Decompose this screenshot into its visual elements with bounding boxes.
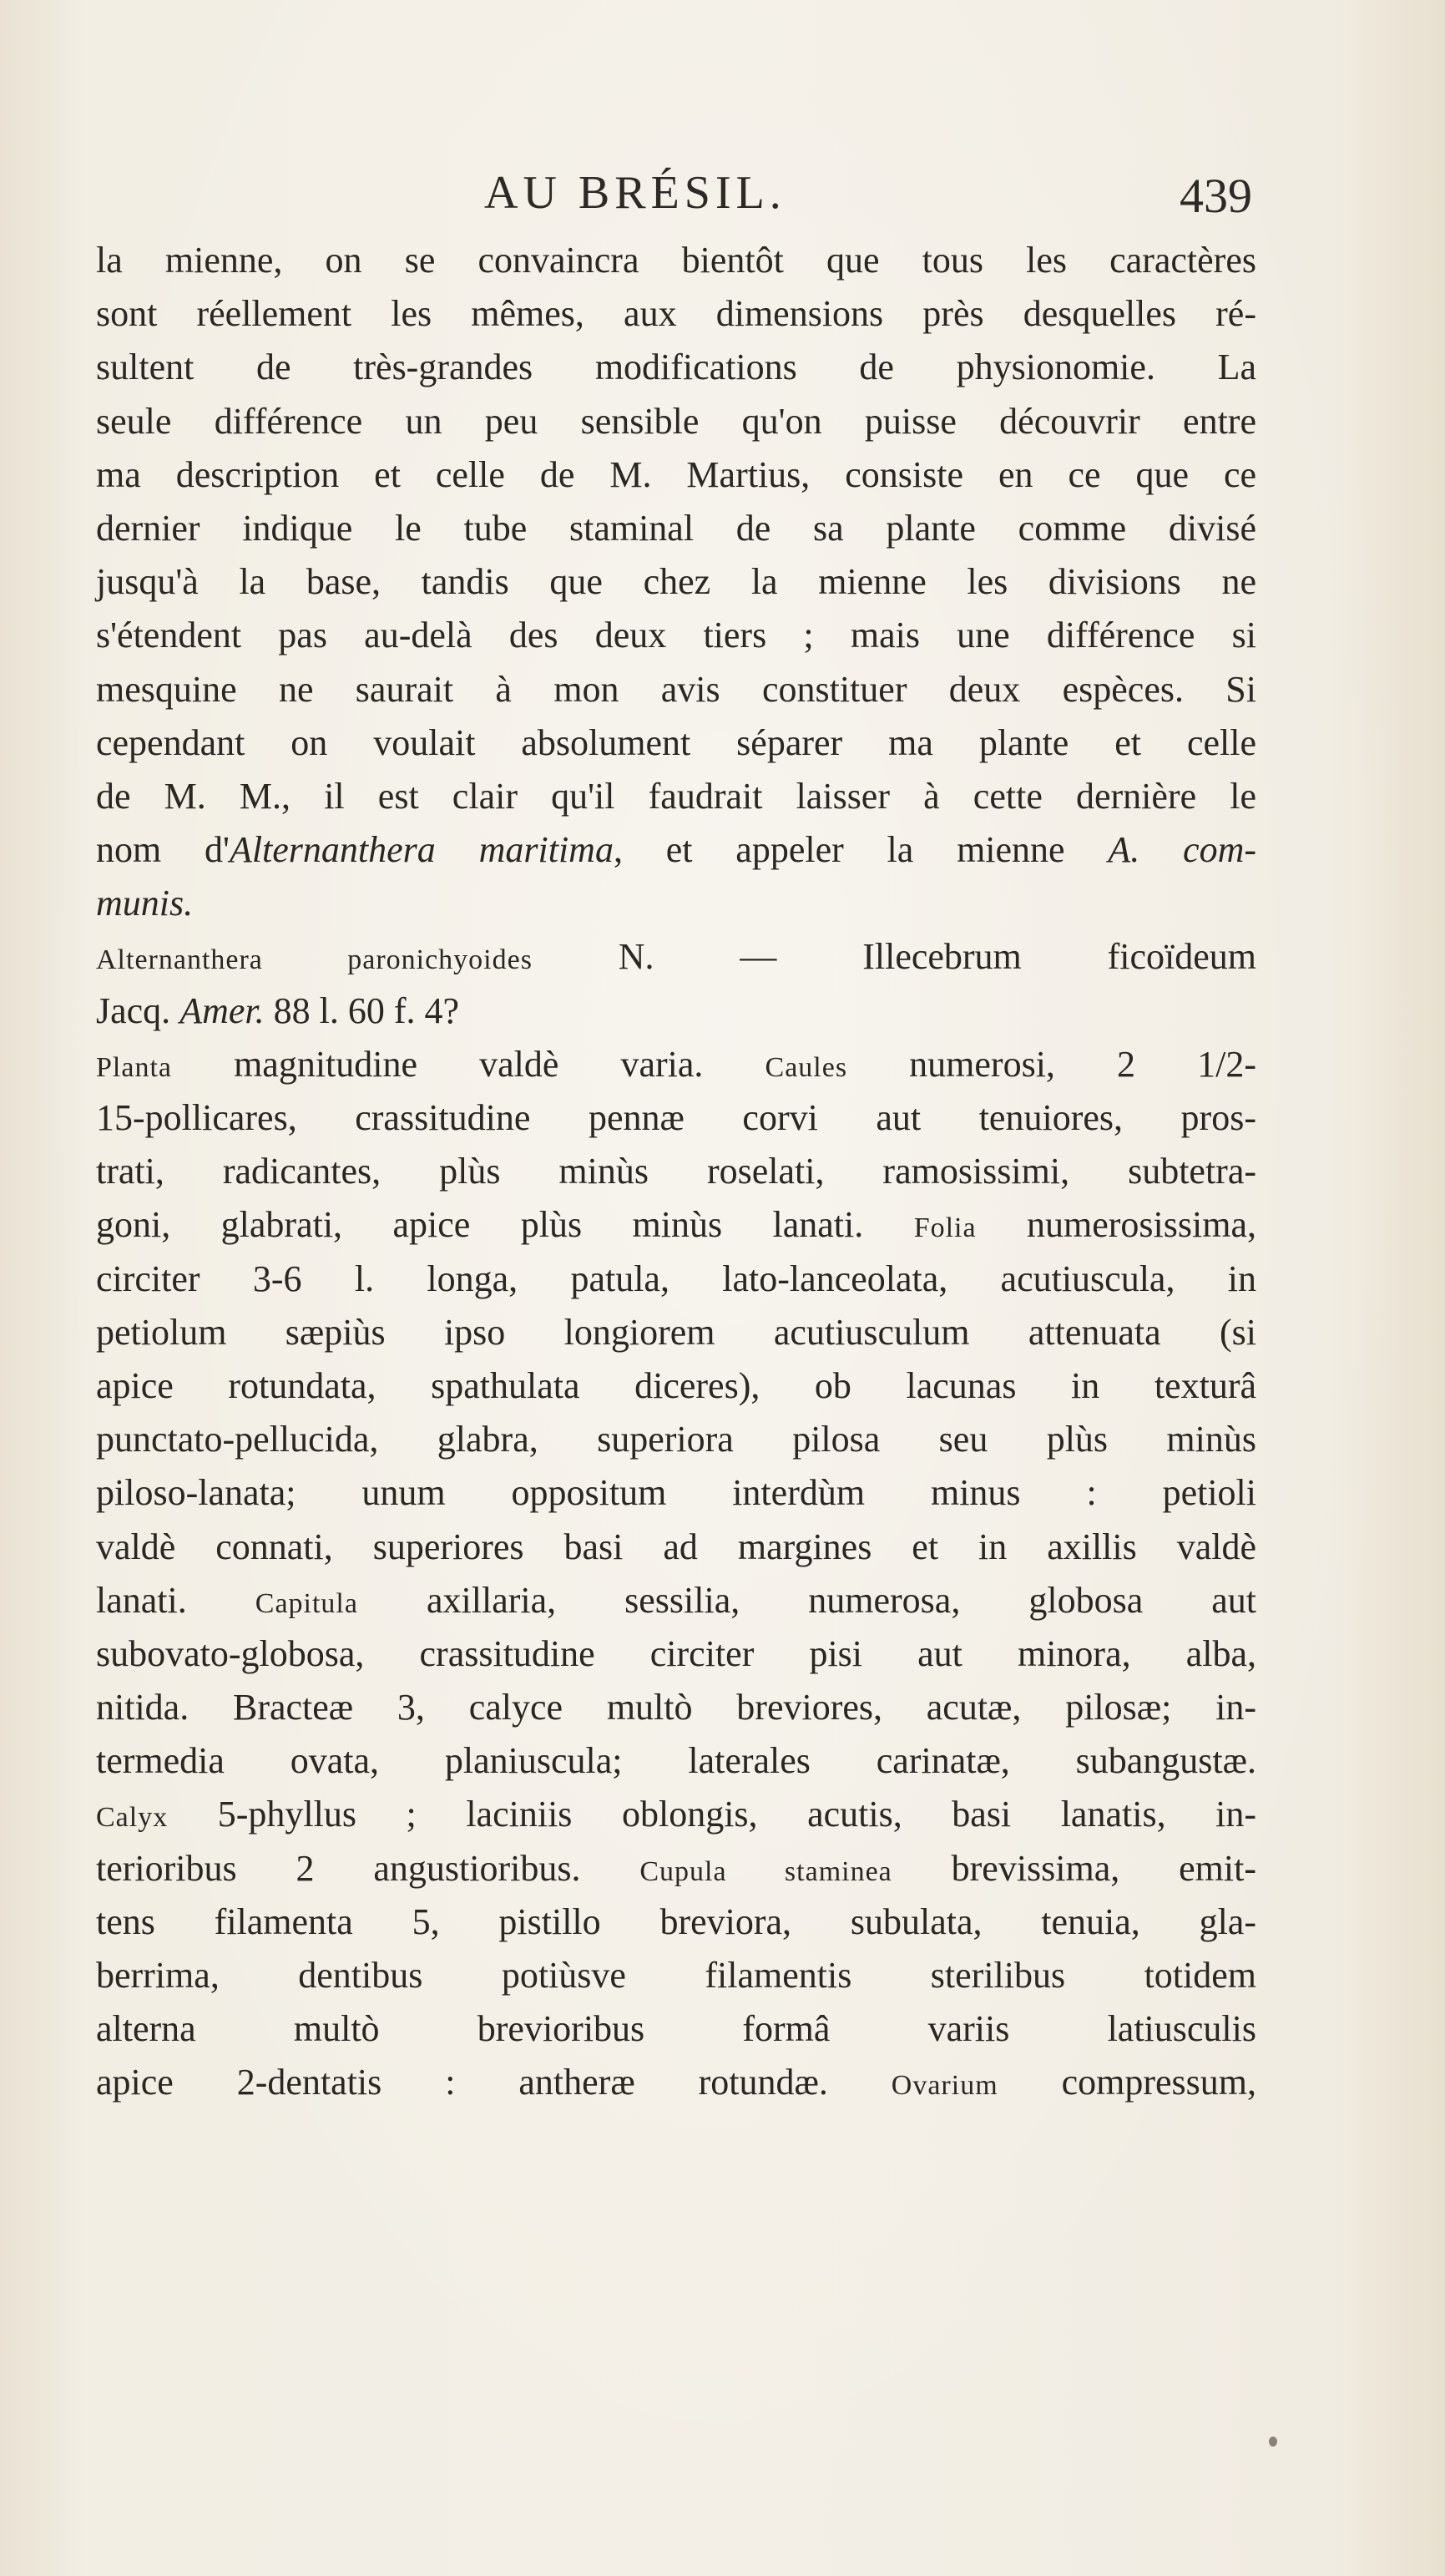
- text-segment: 5-phyllus ; laciniis oblongis, acutis, basi lanatis, in-: [168, 1794, 1256, 1835]
- text-line: [96, 1788, 1256, 1841]
- text-line: cependant on voulait absolument séparer ma plante et celle: [96, 721, 1256, 763]
- text-line: ma description et celle de M. Martius, consiste en ce que ce: [96, 453, 1256, 495]
- text-line: piloso-lanata; unum oppositum interdùm minus : petioli: [96, 1472, 1256, 1514]
- text-line: 15-pollicares, crassitudine pennæ corvi aut tenuiores, pros-: [96, 1097, 1256, 1138]
- text-line: [96, 823, 1256, 877]
- section-term: Cupula staminea: [639, 1855, 892, 1887]
- text-segment: , et appeler la mienne: [613, 829, 1109, 871]
- text-line: [96, 984, 1256, 1038]
- text-line: petiolum sæpiùs ipso longiorem acutiusculum attenuata (si: [96, 1311, 1256, 1353]
- section-term: Caules: [765, 1051, 848, 1083]
- running-head: AU BRÉSIL.: [484, 167, 786, 219]
- text-line: apice rotundata, spathulata diceres), ob lacunas in texturâ: [96, 1364, 1256, 1406]
- text-segment: N. — Illecebrum ficoïdeum: [532, 936, 1256, 978]
- text-segment: magnitudine valdè varia.: [171, 1043, 765, 1085]
- text-line: [96, 1038, 1256, 1091]
- text-line: [96, 1574, 1256, 1627]
- text-line: circiter 3-6 l. longa, patula, lato-lanceolata, acutiuscula, in: [96, 1258, 1256, 1299]
- text-segment: lanati.: [96, 1579, 255, 1621]
- italic-text: munis.: [96, 883, 194, 924]
- text-line: dernier indique le tube staminal de sa plante comme divisé: [96, 507, 1256, 549]
- text-line: [96, 877, 1256, 930]
- text-line: la mienne, on se convaincra bientôt que tous les caractères: [96, 240, 1256, 281]
- text-line: termedia ovata, planiuscula; laterales carinatæ, subangustæ.: [96, 1740, 1256, 1782]
- text-segment: compressum,: [998, 2062, 1256, 2103]
- text-line: nitida. Bracteæ 3, calyce multò breviores, acutæ, pilosæ; in-: [96, 1687, 1256, 1728]
- text-line: tens filamenta 5, pistillo breviora, subulata, tenuia, gla-: [96, 1900, 1256, 1942]
- text-segment: 88 l. 60 f. 4?: [264, 989, 460, 1031]
- text-line: punctato-pellucida, glabra, superiora pilosa seu plùs minùs: [96, 1419, 1256, 1460]
- text-segment: numerosi, 2 1/2-: [847, 1043, 1256, 1085]
- text-segment: Jacq.: [96, 989, 180, 1031]
- text-line: [96, 2056, 1256, 2109]
- text-segment: terioribus 2 angustioribus.: [96, 1847, 640, 1889]
- text-segment: apice 2-dentatis : antheræ rotundæ.: [96, 2062, 892, 2103]
- page-header: [83, 164, 1252, 239]
- text-segment: goni, glabrati, apice plùs minùs lanati.: [96, 1204, 914, 1246]
- section-term: Calyx: [96, 1802, 169, 1834]
- text-line: seule différence un peu sensible qu'on puisse découvrir entre: [96, 400, 1256, 442]
- section-term: Capitula: [255, 1587, 358, 1619]
- text-line: jusqu'à la base, tandis que chez la mienne les divisions ne: [96, 561, 1256, 603]
- text-segment: axillaria, sessilia, numerosa, globosa aut: [357, 1579, 1257, 1621]
- text-segment: brevissima, emit-: [892, 1847, 1257, 1889]
- section-term: Folia: [913, 1212, 977, 1244]
- text-line: de M. M., il est clair qu'il faudrait laisser à cette dernière le: [96, 775, 1256, 817]
- text-segment: numerosissima,: [976, 1204, 1257, 1246]
- text-line: sultent de très-grandes modifications de physionomie. La: [96, 347, 1256, 388]
- text-line: trati, radicantes, plùs minùs roselati, ramosissimi, subtetra-: [96, 1151, 1256, 1192]
- text-line: berrima, dentibus potiùsve filamentis sterilibus totidem: [96, 1955, 1256, 1996]
- italic-text: Alternanthera maritima: [229, 829, 614, 871]
- text-line: s'étendent pas au-delà des deux tiers ; mais une différence si: [96, 615, 1256, 656]
- paper-speck: [1269, 2437, 1277, 2447]
- text-line: subovato-globosa, crassitudine circiter pisi aut minora, alba,: [96, 1632, 1256, 1674]
- section-term: Ovarium: [891, 2070, 998, 2102]
- body-text: [96, 234, 1256, 2110]
- text-segment: nom d': [96, 829, 230, 871]
- text-line: valdè connati, superiores basi ad margines et in axillis valdè: [96, 1526, 1256, 1567]
- page-number: 439: [1180, 169, 1252, 223]
- italic-text: A. com-: [1108, 829, 1257, 871]
- text-line: mesquine ne saurait à mon avis constituer deux espèces. Si: [96, 668, 1256, 710]
- text-line: [96, 1842, 1256, 1895]
- text-line: sont réellement les mêmes, aux dimensions près desquelles ré-: [96, 293, 1256, 335]
- species-name: Alternanthera paronichyoides: [96, 944, 533, 976]
- section-term: Planta: [96, 1051, 172, 1083]
- text-line: [96, 930, 1256, 984]
- text-line: [96, 1198, 1256, 1252]
- text-line: alterna multò brevioribus formâ variis latiusculis: [96, 2008, 1256, 2050]
- italic-text: Amer.: [179, 989, 265, 1031]
